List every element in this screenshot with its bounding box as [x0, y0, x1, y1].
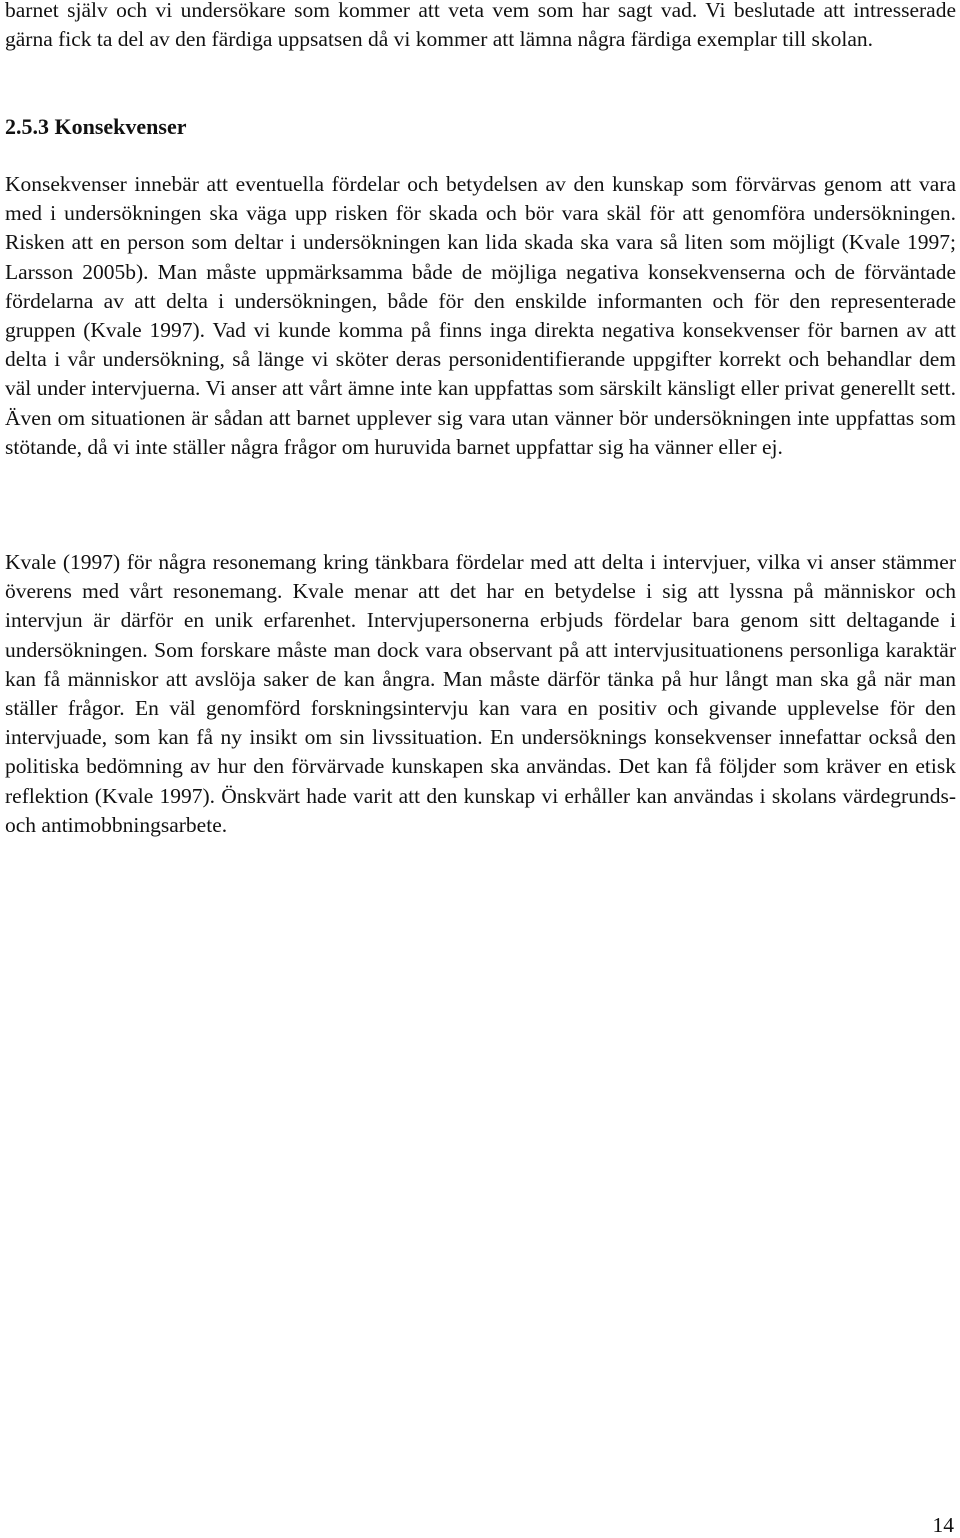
kvale-paragraph: Kvale (1997) för några resonemang kring tänkbara fördelar med att delta i intervjuer, vilka vi anser stämmer överens med vårt resonemang. Kvale menar att det har en betydelse i sig att lyssna på människor och intervjun är därför en unik erfarenhet. Intervjupersonerna erbjuds fördelar bara genom sitt deltagande i undersökningen. Som forskare måste man dock vara observant på att intervjusituationens personliga karaktär kan få människor att avslöja saker de kan ångra. Man måste därför tänka på hur långt man ska gå när man ställer frågor. En väl genomförd forskningsintervju kan vara en positiv och givande upplevelse för den intervjuade, som kan få ny insikt om sin livssituation. En undersöknings konsekvenser innefattar också den politiska bedömning av hur den förvärvade kunskapen ska användas. Det kan få följder som kräver en etisk reflektion (Kvale 1997). Önskvärt hade varit att den kunskap vi erhåller kan användas i skolans värdegrunds- och antimobbningsarbete. [5, 550, 956, 837]
page-number: 14 [932, 1513, 954, 1537]
intro-paragraph: barnet själv och vi undersökare som kommer att veta vem som har sagt vad. Vi beslutade att intresserade gärna fick ta del av den färdiga uppsatsen då vi kommer att lämna några färdiga exemplar till skolan. [5, 0, 956, 52]
consequences-paragraph: Konsekvenser innebär att eventuella fördelar och betydelsen av den kunskap som förvärvas genom att vara med i undersökningen ska väga upp risken för skada och bör vara skäl för att genomföra undersökningen. Risken att en person som deltar i undersökningen kan lida skada ska vara så liten som möjligt (Kvale 1997; Larsson 2005b). Man måste uppmärksamma både de möjliga negativa konsekvenserna och de förväntade fördelarna av att delta i undersökningen, både för den enskilde informanten och för den representerade gruppen (Kvale 1997). Vad vi kunde komma på finns inga direkta negativa konsekvenser för barnen av att delta i vår undersökning, så länge vi sköter deras personidentifierande uppgifter korrekt och behandlar dem väl under intervjuerna. Vi anser att vårt ämne inte kan uppfattas som särskilt känsligt eller privat generellt sett. Även om situationen är sådan att barnet upplever sig vara utan vänner bör undersökningen inte uppfattas som stötande, då vi inte ställer några frågor om huruvida barnet uppfattar sig ha vänner eller ej. [5, 172, 956, 459]
section-heading: 2.5.3 Konsekvenser [5, 114, 187, 139]
